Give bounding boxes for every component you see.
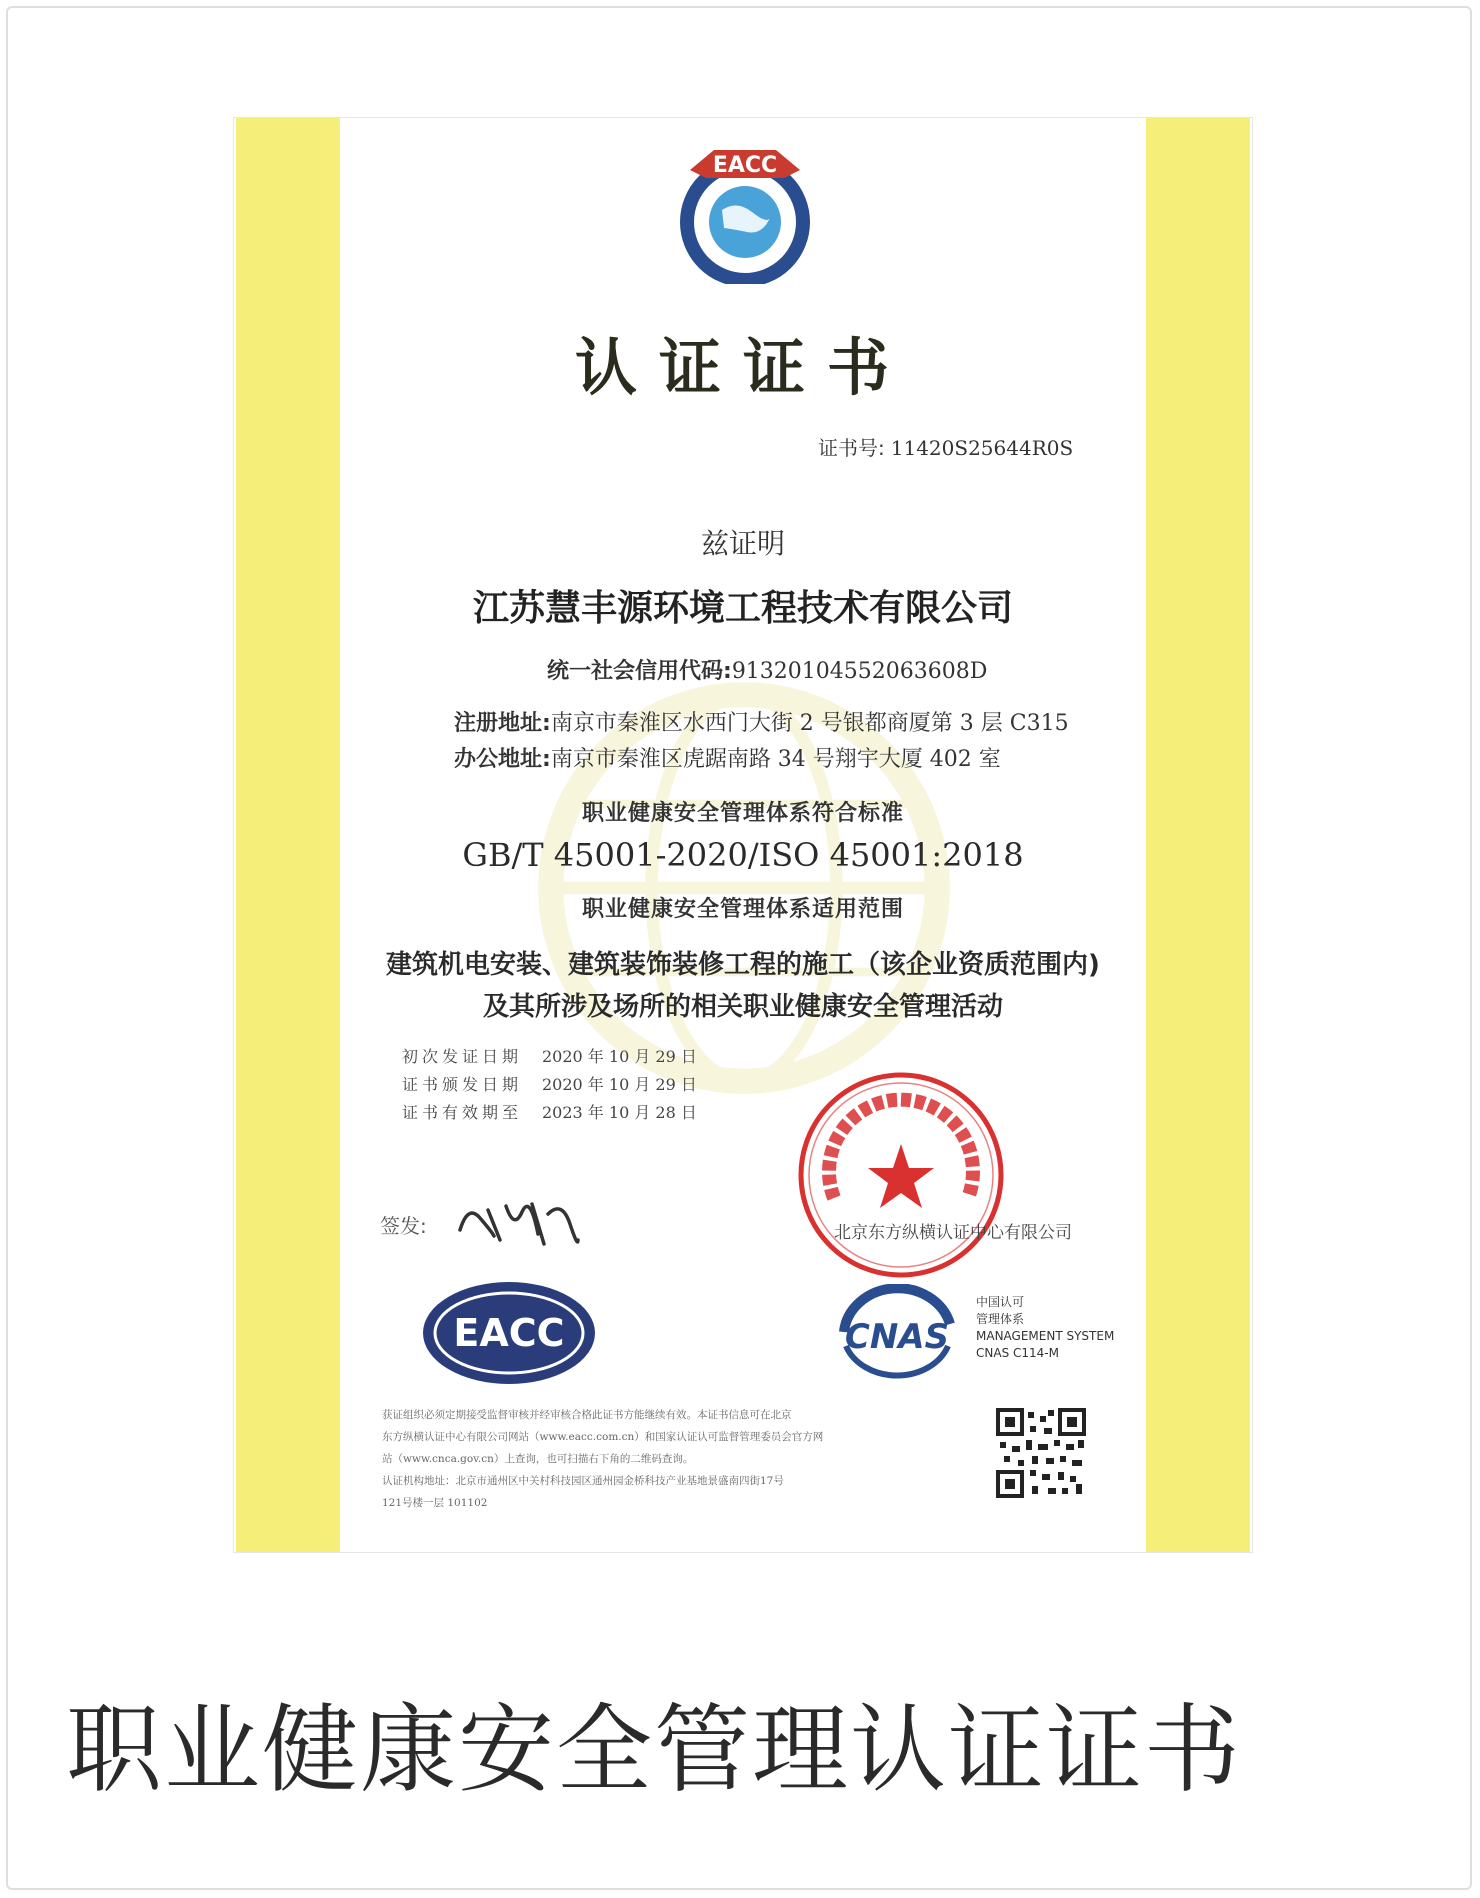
standard-value: GB/T 45001-2020/ISO 45001:2018	[462, 836, 1024, 874]
footer-line: 站（www.cnca.gov.cn）上查询，也可扫描右下角的二维码查询。	[382, 1453, 694, 1465]
credit-code-value: 91320104552063608D	[731, 659, 988, 684]
date-label: 证书有效期至	[402, 1103, 523, 1122]
credit-code	[547, 654, 987, 685]
footer-line: 认证机构地址：北京市通州区中关村科技园区通州园金桥科技产业基地景盛南四街17号	[382, 1475, 784, 1487]
cnas-line: 管理体系	[976, 1312, 1025, 1326]
cert-no-value: 11420S25644R0S	[890, 436, 1074, 460]
registered-address	[454, 706, 1069, 737]
qr-code-icon	[996, 1408, 1086, 1498]
office-address	[454, 742, 1001, 773]
cnas-line: MANAGEMENT SYSTEM	[976, 1329, 1115, 1343]
date-row-initial	[402, 1044, 697, 1072]
credit-code-label: 统一社会信用代码:	[547, 659, 732, 684]
certificate-title: 认证证书	[574, 331, 911, 404]
date-label: 初次发证日期	[402, 1047, 523, 1066]
footer-note	[382, 1404, 958, 1514]
footer-line: 121号楼一层 101102	[382, 1497, 488, 1509]
certificate-image	[234, 118, 1252, 1552]
date-value: 2020 年 10 月 29 日	[542, 1075, 697, 1094]
office-address-value: 南京市秦淮区虎踞南路 34 号翔宇大厦 402 室	[550, 747, 1001, 772]
product-card[interactable]	[6, 6, 1472, 1890]
certificate-number	[818, 432, 1073, 461]
logo-eacc-text: EACC	[712, 153, 778, 178]
cert-no-label: 证书号:	[818, 436, 885, 460]
scope-line-1: 建筑机电安装、建筑装饰装修工程的施工（该企业资质范围内)	[386, 950, 1100, 980]
registered-address-label: 注册地址:	[454, 711, 551, 736]
sign-label: 签发:	[380, 1214, 427, 1238]
office-address-label: 办公地址:	[454, 747, 551, 772]
eacc-oval-text: EACC	[453, 1311, 565, 1355]
footer-line: 获证组织必须定期接受监督审核并经审核合格此证书方能继续有效。本证书信息可在北京	[382, 1409, 792, 1421]
issuer-name: 北京东方纵横认证中心有限公司	[834, 1223, 1072, 1243]
scope-line-2: 及其所涉及场所的相关职业健康安全管理活动	[482, 992, 1003, 1022]
date-value: 2020 年 10 月 29 日	[542, 1047, 697, 1066]
globe-watermark	[534, 678, 954, 1098]
cnas-text: CNAS	[844, 1317, 950, 1357]
company-name: 江苏慧丰源环境工程技术有限公司	[472, 588, 1013, 629]
cnas-caption	[976, 1294, 1114, 1362]
handwritten-signature	[454, 1190, 584, 1254]
red-company-seal	[794, 1068, 1008, 1282]
date-row-issued	[402, 1072, 697, 1100]
standard-label: 职业健康安全管理体系符合标准	[581, 801, 904, 826]
dates-table	[402, 1044, 697, 1128]
date-value: 2023 年 10 月 28 日	[542, 1103, 697, 1122]
date-row-expiry	[402, 1100, 697, 1128]
product-caption[interactable]: 职业健康安全管理认证证书	[66, 1694, 1242, 1806]
footer-line: 东方纵横认证中心有限公司网站（www.eacc.com.cn）和国家认证认可监督管理委员会官方网	[382, 1431, 824, 1443]
hereby-text: 兹证明	[700, 527, 785, 560]
scope-label: 职业健康安全管理体系适用范围	[581, 897, 904, 922]
cnas-logo	[832, 1284, 962, 1384]
date-label: 证书颁发日期	[402, 1075, 523, 1094]
eacc-globe-logo	[652, 140, 838, 284]
registered-address-value: 南京市秦淮区水西门大街 2 号银都商厦第 3 层 C315	[550, 711, 1069, 736]
cnas-line: CNAS C114-M	[976, 1346, 1059, 1360]
eacc-oval-logo	[419, 1278, 599, 1388]
cnas-line: 中国认可	[976, 1295, 1025, 1309]
